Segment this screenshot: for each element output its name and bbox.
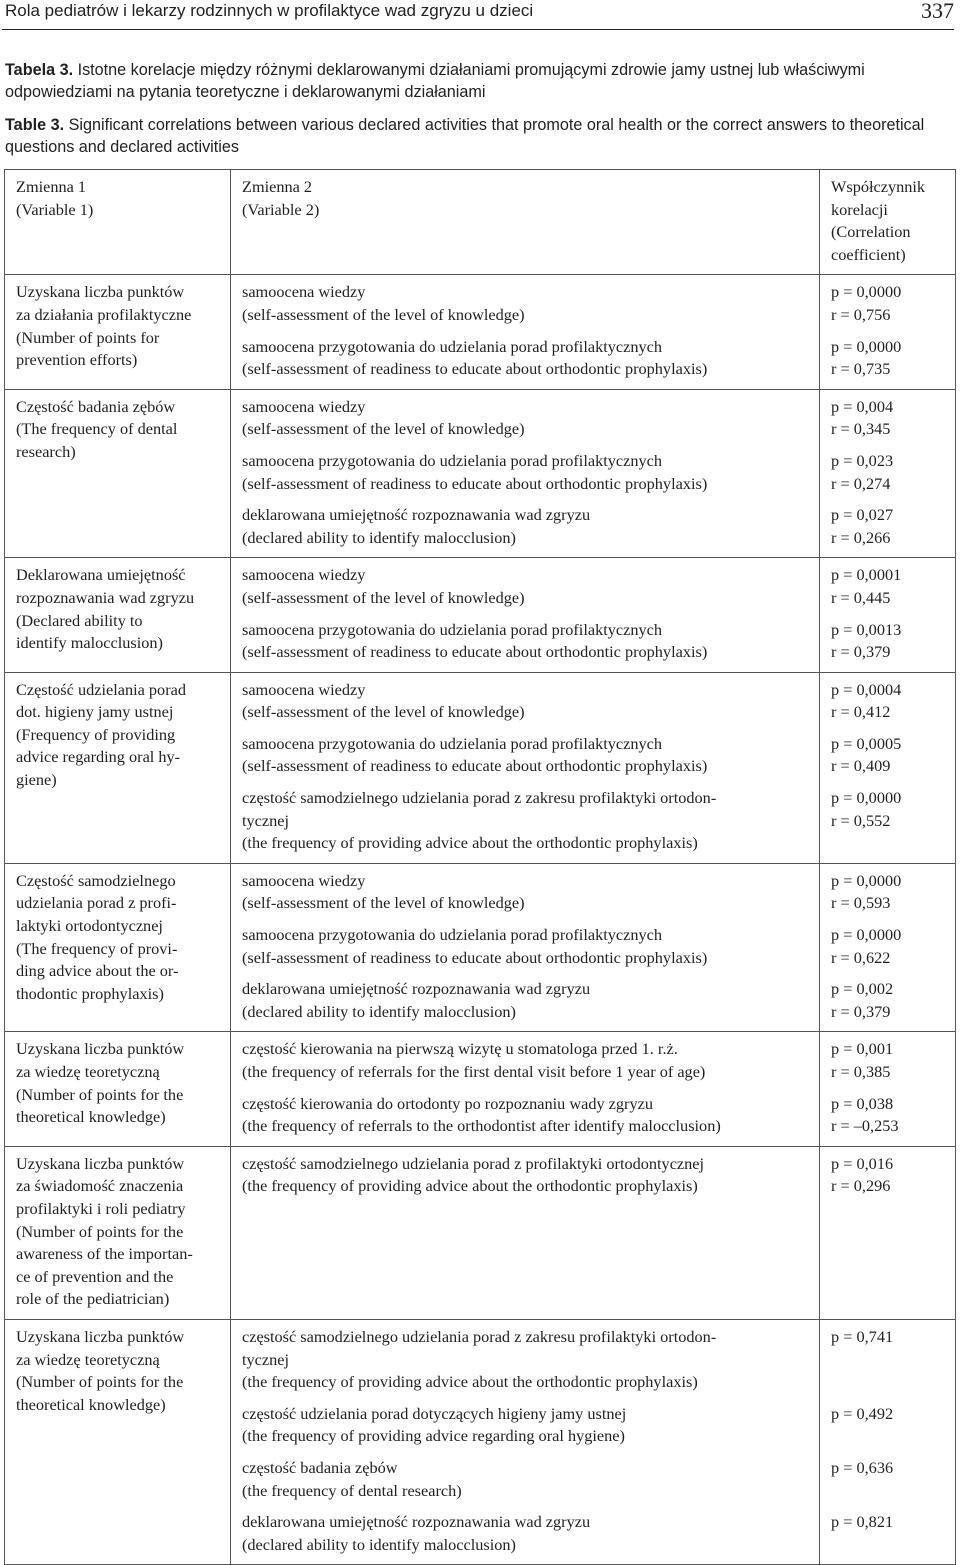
coefficient-entry bbox=[831, 1457, 949, 1502]
coefficient-line: p = 0,0000 bbox=[831, 788, 902, 808]
coefficient-entry bbox=[831, 504, 949, 549]
coefficient-cell bbox=[820, 863, 956, 1032]
variable-2-entry bbox=[242, 1326, 813, 1394]
header-text-line: coefficient) bbox=[831, 244, 906, 264]
variable-1-line: Częstość udzielania porad bbox=[16, 679, 186, 699]
variable-2-entry bbox=[242, 679, 813, 724]
variable-2-line: samoocena wiedzy bbox=[242, 565, 366, 585]
variable-2-entry bbox=[242, 1457, 813, 1502]
coefficient-cell bbox=[820, 1319, 956, 1564]
coefficient-entry bbox=[831, 336, 949, 381]
coefficient-line: p = 0,0004 bbox=[831, 679, 902, 699]
variable-2-line: (declared ability to identify malocclusion) bbox=[242, 1534, 516, 1554]
coefficient-line: r = 0,409 bbox=[831, 756, 891, 776]
coefficient-line: p = 0,0005 bbox=[831, 733, 902, 753]
coefficient-line: r = 0,735 bbox=[831, 359, 891, 379]
coefficient-line: r = 0,266 bbox=[831, 527, 891, 547]
variable-2-line: częstość badania zębów bbox=[242, 1457, 398, 1477]
table-row bbox=[5, 1146, 956, 1319]
variable-2-line: deklarowana umiejętność rozpoznawania wad zgryzu bbox=[242, 505, 591, 525]
coefficient-cell bbox=[820, 1146, 956, 1319]
coefficient-line: p = 0,0013 bbox=[831, 619, 902, 639]
variable-1-line: thodontic prophylaxis) bbox=[16, 983, 164, 1003]
table-caption-polish bbox=[5, 59, 950, 103]
variable-1-line: role of the pediatrician) bbox=[16, 1289, 170, 1309]
variable-2-entry bbox=[242, 1403, 813, 1448]
variable-2-entry bbox=[242, 1093, 813, 1138]
variable-2-line: (self-assessment of readiness to educate about orthodontic prophylaxis) bbox=[242, 756, 708, 776]
coefficient-line: r = 0,593 bbox=[831, 893, 891, 913]
variable-2-entry bbox=[242, 1038, 813, 1083]
coefficient-line: r = 0,385 bbox=[831, 1062, 891, 1081]
variable-2-line: częstość kierowania do ortodonty po rozpoznaniu wady zgryzu bbox=[242, 1093, 653, 1113]
coefficient-entry bbox=[831, 787, 949, 855]
variable-1-cell bbox=[5, 389, 231, 558]
coefficient-line: r = 0,552 bbox=[831, 810, 891, 830]
coefficient-entry bbox=[831, 450, 949, 495]
variable-2-cell bbox=[231, 389, 820, 558]
variable-1-cell bbox=[5, 1032, 231, 1146]
variable-1-line: (Number of points for the bbox=[16, 1221, 184, 1241]
variable-1-line: dot. higieny jamy ustnej bbox=[16, 702, 174, 722]
variable-2-line: samoocena przygotowania do udzielania porad profilaktycznych bbox=[242, 336, 662, 356]
header-divider bbox=[2, 29, 954, 30]
variable-2-line: (declared ability to identify malocclusion) bbox=[242, 527, 516, 547]
coefficient-entry bbox=[831, 396, 949, 441]
variable-1-line: (Declared ability to bbox=[16, 610, 143, 630]
table-row bbox=[5, 558, 956, 672]
running-title: Rola pediatrów i lekarzy rodzinnych w profilaktyce wad zgryzu u dzieci bbox=[5, 1, 534, 20]
coefficient-entry bbox=[831, 1403, 949, 1448]
variable-2-line: samoocena wiedzy bbox=[242, 396, 366, 416]
table-row bbox=[5, 1319, 956, 1564]
table-caption-english bbox=[5, 114, 950, 158]
header-text-line: korelacji bbox=[831, 199, 888, 219]
variable-2-line: (the frequency of referrals for the first dental visit before 1 year of age) bbox=[242, 1062, 706, 1081]
coefficient-line: r = 0,379 bbox=[831, 1001, 891, 1021]
coefficient-line: p = 0,038 bbox=[831, 1093, 894, 1113]
variable-2-line: deklarowana umiejętność rozpoznawania wad zgryzu bbox=[242, 979, 591, 999]
table-row bbox=[5, 672, 956, 863]
coefficient-entry bbox=[831, 281, 949, 326]
variable-2-cell bbox=[231, 863, 820, 1032]
variable-2-entry bbox=[242, 1153, 813, 1198]
header-text-line: (Variable 1) bbox=[16, 199, 94, 219]
variable-1-line: Deklarowana umiejętność bbox=[16, 565, 186, 585]
variable-2-entry bbox=[242, 870, 813, 915]
variable-1-line: Częstość samodzielnego bbox=[16, 870, 176, 890]
coefficient-cell bbox=[820, 558, 956, 672]
variable-1-line: profilaktyki i roli pediatry bbox=[16, 1198, 186, 1218]
coefficient-line: p = 0,0000 bbox=[831, 870, 902, 890]
caption-text-english: Significant correlations between various declared activities that promote oral health or the correct answers to theoretical questions and declared activities bbox=[5, 116, 925, 156]
variable-2-line: (self-assessment of readiness to educate about orthodontic prophylaxis) bbox=[242, 359, 708, 379]
coefficient-line: p = 0,001 bbox=[831, 1039, 894, 1059]
variable-2-line: (the frequency of providing advice about the orthodontic prophylaxis) bbox=[242, 1176, 698, 1196]
variable-2-cell bbox=[231, 275, 820, 389]
coefficient-line: p = 0,0000 bbox=[831, 925, 902, 945]
coefficient-cell bbox=[820, 389, 956, 558]
coefficient-line: p = 0,0000 bbox=[831, 282, 902, 302]
variable-2-cell bbox=[231, 558, 820, 672]
variable-2-line: tycznej bbox=[242, 1349, 290, 1369]
variable-2-line: samoocena wiedzy bbox=[242, 282, 366, 302]
variable-1-line: research) bbox=[16, 441, 76, 461]
variable-2-line: (the frequency of dental research) bbox=[242, 1480, 462, 1500]
variable-1-line: theoretical knowledge) bbox=[16, 1107, 166, 1127]
variable-2-entry bbox=[242, 504, 813, 549]
variable-2-cell bbox=[231, 1146, 820, 1319]
header-cell-coefficient bbox=[820, 170, 956, 275]
coefficient-entry bbox=[831, 1093, 949, 1138]
variable-2-line: (the frequency of referrals to the orthodontist after identify malocclusion) bbox=[242, 1116, 721, 1136]
coefficient-line: p = 0,023 bbox=[831, 450, 894, 470]
coefficient-line: r = 0,445 bbox=[831, 587, 891, 607]
variable-2-entry bbox=[242, 281, 813, 326]
coefficient-entry bbox=[831, 924, 949, 969]
variable-1-line: ding advice about the or- bbox=[16, 961, 179, 981]
variable-1-line: rozpoznawania wad zgryzu bbox=[16, 587, 195, 607]
variable-1-line: (Number of points for bbox=[16, 327, 160, 347]
table-row bbox=[5, 389, 956, 558]
variable-2-line: (self-assessment of the level of knowledge) bbox=[242, 419, 525, 439]
coefficient-entry bbox=[831, 733, 949, 778]
table-row bbox=[5, 863, 956, 1032]
variable-2-line: (self-assessment of the level of knowledge) bbox=[242, 587, 525, 607]
variable-2-entry bbox=[242, 1511, 813, 1556]
variable-1-line: advice regarding oral hy- bbox=[16, 747, 181, 767]
coefficient-entry bbox=[831, 978, 949, 1023]
coefficient-line: p = 0,821 bbox=[831, 1512, 894, 1532]
header-text-line: (Correlation bbox=[831, 222, 911, 242]
variable-2-line: (declared ability to identify malocclusion) bbox=[242, 1001, 516, 1021]
coefficient-line: p = 0,016 bbox=[831, 1153, 894, 1173]
variable-1-cell bbox=[5, 863, 231, 1032]
coefficient-line: r = 0,412 bbox=[831, 702, 891, 722]
variable-1-line: laktyki ortodontycznej bbox=[16, 916, 163, 936]
coefficient-entry bbox=[831, 1153, 949, 1198]
variable-2-line: (self-assessment of readiness to educate about orthodontic prophylaxis) bbox=[242, 642, 708, 662]
variable-1-cell bbox=[5, 1146, 231, 1319]
variable-2-line: (the frequency of providing advice regarding oral hygiene) bbox=[242, 1426, 625, 1446]
variable-2-line: samoocena przygotowania do udzielania porad profilaktycznych bbox=[242, 619, 662, 639]
variable-1-line: (Number of points for the bbox=[16, 1084, 184, 1104]
variable-2-entry bbox=[242, 336, 813, 381]
coefficient-line: p = 0,0000 bbox=[831, 336, 902, 356]
caption-label-polish: Tabela 3. bbox=[5, 61, 74, 79]
coefficient-line: r = 0,296 bbox=[831, 1176, 891, 1196]
coefficient-entry bbox=[831, 870, 949, 915]
coefficient-line: r = 0,345 bbox=[831, 419, 891, 439]
variable-2-entry bbox=[242, 924, 813, 969]
variable-1-line: udzielania porad z profi- bbox=[16, 893, 177, 913]
variable-1-line: Uzyskana liczba punktów bbox=[16, 282, 185, 302]
variable-2-line: częstość samodzielnego udzielania porad z profilaktyki ortodontycznej bbox=[242, 1153, 705, 1173]
variable-2-line: częstość kierowania na pierwszą wizytę u stomatologa przed 1. r.ż. bbox=[242, 1039, 678, 1059]
variable-2-line: samoocena przygotowania do udzielania porad profilaktycznych bbox=[242, 925, 662, 945]
variable-2-entry bbox=[242, 733, 813, 778]
variable-1-line: identify malocclusion) bbox=[16, 633, 163, 653]
coefficient-entry bbox=[831, 1511, 949, 1556]
variable-2-entry bbox=[242, 978, 813, 1023]
variable-2-entry bbox=[242, 450, 813, 495]
variable-1-line: (Number of points for the bbox=[16, 1372, 184, 1392]
variable-2-line: częstość udzielania porad dotyczących higieny jamy ustnej bbox=[242, 1403, 627, 1423]
coefficient-cell bbox=[820, 1032, 956, 1146]
coefficient-line: p = 0,636 bbox=[831, 1457, 894, 1477]
variable-1-line: Częstość badania zębów bbox=[16, 396, 176, 416]
coefficient-line: p = 0,027 bbox=[831, 505, 894, 525]
variable-2-cell bbox=[231, 672, 820, 863]
coefficient-entry bbox=[831, 1038, 949, 1083]
variable-1-line: (The frequency of provi- bbox=[16, 938, 178, 958]
variable-1-line: giene) bbox=[16, 770, 57, 790]
variable-2-line: samoocena wiedzy bbox=[242, 679, 366, 699]
variable-2-line: (self-assessment of the level of knowledge) bbox=[242, 304, 525, 324]
variable-1-cell bbox=[5, 275, 231, 389]
variable-1-line: (Frequency of providing bbox=[16, 724, 176, 744]
header-cell-variable-2 bbox=[231, 170, 820, 275]
correlation-table bbox=[4, 169, 956, 1565]
coefficient-line: p = 0,0001 bbox=[831, 565, 902, 585]
variable-2-line: (self-assessment of the level of knowledge) bbox=[242, 893, 525, 913]
coefficient-entry bbox=[831, 1326, 949, 1394]
table-row bbox=[5, 275, 956, 389]
variable-2-line: (the frequency of providing advice about the orthodontic prophylaxis) bbox=[242, 1372, 698, 1392]
variable-2-entry bbox=[242, 619, 813, 664]
variable-2-cell bbox=[231, 1319, 820, 1564]
variable-2-line: samoocena wiedzy bbox=[242, 870, 366, 890]
variable-1-line: za wiedzę teoretyczną bbox=[16, 1062, 160, 1081]
variable-2-line: (self-assessment of the level of knowledge) bbox=[242, 702, 525, 722]
variable-1-line: ce of prevention and the bbox=[16, 1266, 174, 1286]
coefficient-entry bbox=[831, 619, 949, 664]
variable-1-line: Uzyskana liczba punktów bbox=[16, 1326, 185, 1346]
variable-1-cell bbox=[5, 672, 231, 863]
coefficient-line: p = 0,492 bbox=[831, 1403, 894, 1423]
coefficient-line: r = 0,756 bbox=[831, 304, 891, 324]
table-header-row bbox=[5, 170, 956, 275]
header-text-line: Zmienna 1 bbox=[16, 177, 87, 196]
coefficient-cell bbox=[820, 672, 956, 863]
table-row bbox=[5, 1032, 956, 1146]
coefficient-entry bbox=[831, 564, 949, 609]
coefficient-line: r = 0,379 bbox=[831, 642, 891, 662]
coefficient-line: r = 0,274 bbox=[831, 473, 891, 493]
variable-2-entry bbox=[242, 787, 813, 855]
variable-1-line: Uzyskana liczba punktów bbox=[16, 1153, 185, 1173]
variable-1-line: za działania profilaktyczne bbox=[16, 304, 192, 324]
variable-1-cell bbox=[5, 558, 231, 672]
variable-1-line: (The frequency of dental bbox=[16, 419, 178, 439]
variable-1-line: za świadomość znaczenia bbox=[16, 1176, 184, 1196]
variable-2-cell bbox=[231, 1032, 820, 1146]
variable-1-line: Uzyskana liczba punktów bbox=[16, 1039, 185, 1059]
variable-2-line: (self-assessment of readiness to educate about orthodontic prophylaxis) bbox=[242, 473, 708, 493]
variable-2-line: samoocena przygotowania do udzielania porad profilaktycznych bbox=[242, 733, 662, 753]
variable-1-line: za wiedzę teoretyczną bbox=[16, 1349, 160, 1369]
variable-2-line: (the frequency of providing advice about the orthodontic prophylaxis) bbox=[242, 833, 698, 853]
variable-1-line: theoretical knowledge) bbox=[16, 1394, 166, 1414]
coefficient-line: p = 0,004 bbox=[831, 396, 894, 416]
variable-1-line: awareness of the importan- bbox=[16, 1244, 193, 1264]
variable-1-line: prevention efforts) bbox=[16, 350, 138, 370]
coefficient-line: r = –0,253 bbox=[831, 1116, 899, 1136]
variable-2-line: częstość samodzielnego udzielania porad z zakresu profilaktyki ortodon- bbox=[242, 788, 717, 808]
caption-text-polish: Istotne korelacje między różnymi deklarowanymi działaniami promującymi zdrowie jamy ustnej lub właściwymi odpowiedziami na pytania teoretyczne i deklarowanymi działaniami bbox=[5, 61, 865, 101]
variable-2-entry bbox=[242, 564, 813, 609]
variable-2-line: częstość samodzielnego udzielania porad z zakresu profilaktyki ortodon- bbox=[242, 1326, 717, 1346]
variable-2-line: (self-assessment of readiness to educate about orthodontic prophylaxis) bbox=[242, 947, 708, 967]
variable-1-cell bbox=[5, 1319, 231, 1564]
coefficient-line: r = 0,622 bbox=[831, 947, 891, 967]
coefficient-line: p = 0,002 bbox=[831, 979, 894, 999]
variable-2-entry bbox=[242, 396, 813, 441]
variable-2-line: deklarowana umiejętność rozpoznawania wad zgryzu bbox=[242, 1512, 591, 1532]
header-cell-variable-1 bbox=[5, 170, 231, 275]
caption-label-english: Table 3. bbox=[5, 116, 65, 134]
page-header bbox=[0, 0, 960, 30]
coefficient-line: p = 0,741 bbox=[831, 1326, 894, 1346]
header-text-line: Zmienna 2 bbox=[242, 177, 313, 196]
header-text-line: (Variable 2) bbox=[242, 199, 320, 219]
header-text-line: Współczynnik bbox=[831, 177, 926, 196]
coefficient-entry bbox=[831, 679, 949, 724]
coefficient-cell bbox=[820, 275, 956, 389]
page-number: 337 bbox=[921, 0, 954, 23]
variable-2-line: tycznej bbox=[242, 810, 290, 830]
variable-2-line: samoocena przygotowania do udzielania porad profilaktycznych bbox=[242, 450, 662, 470]
